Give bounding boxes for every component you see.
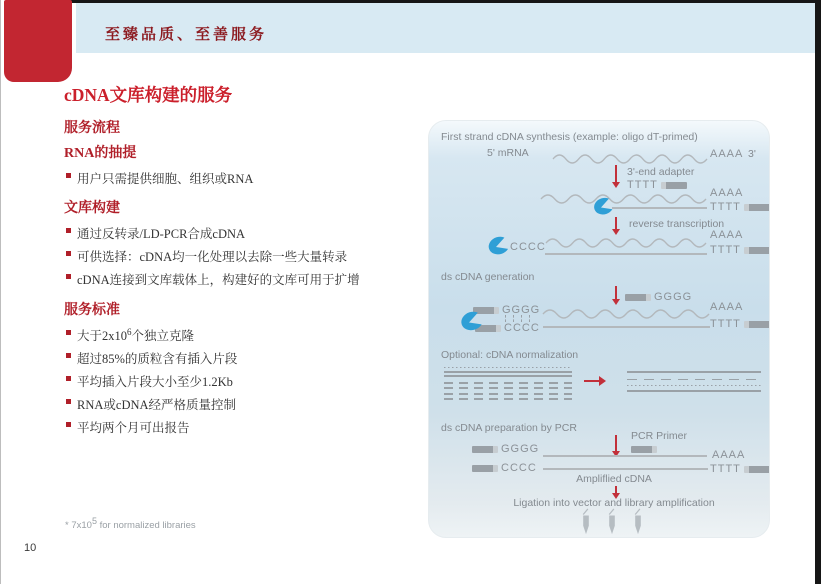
diagram-section-title: First strand cDNA synthesis (example: oligo dT-primed) bbox=[441, 131, 698, 143]
arrow-down-icon bbox=[615, 165, 617, 182]
polyA-label: AAAA bbox=[712, 449, 746, 461]
bullet-square-icon bbox=[66, 330, 71, 335]
cdna-line-solid bbox=[627, 390, 761, 392]
polyT-label: TTTT bbox=[710, 463, 741, 475]
arrow-down-icon bbox=[615, 217, 617, 229]
group-heading-standard: 服务标准 bbox=[64, 302, 120, 318]
arrow-down-icon bbox=[615, 286, 617, 299]
adapter-box-icon bbox=[744, 466, 770, 473]
normalized-cdna-block bbox=[627, 371, 761, 392]
cccc-adapter bbox=[475, 322, 540, 334]
mrna-wave bbox=[546, 234, 706, 250]
gggg-label: GGGG bbox=[654, 291, 693, 303]
list-item-text: 平均两个月可出报告 bbox=[77, 421, 190, 436]
cdna-line-dashed bbox=[444, 382, 572, 384]
list-item-text: 用户只需提供细胞、组织或RNA bbox=[77, 172, 254, 187]
corner-red-block bbox=[4, 0, 72, 82]
adapter-box-icon bbox=[744, 204, 770, 211]
diagram-section-title: Optional: cDNA normalization bbox=[441, 349, 579, 361]
scan-edge-left bbox=[0, 0, 1, 584]
adapter-box-icon bbox=[744, 247, 770, 254]
list-item bbox=[64, 392, 424, 415]
cdna-strand-line bbox=[612, 207, 707, 209]
list-item-text: 超过85%的质粒含有插入片段 bbox=[77, 351, 238, 366]
bullet-square-icon bbox=[66, 376, 71, 381]
arrow-right-icon bbox=[584, 380, 600, 382]
adapter-box-icon bbox=[472, 446, 498, 453]
bullet-square-icon bbox=[66, 399, 71, 404]
polyA-label: AAAA bbox=[710, 301, 744, 313]
cdna-line-dotted bbox=[627, 385, 761, 386]
list-item bbox=[64, 369, 424, 392]
list-item-text: RNA或cDNA经严格质量控制 bbox=[77, 398, 237, 413]
gggg-adapter bbox=[472, 443, 539, 455]
diagram-section-title: ds cDNA preparation by PCR bbox=[441, 422, 577, 434]
list-item bbox=[64, 221, 424, 244]
list-item bbox=[64, 415, 424, 438]
bullet-square-icon bbox=[66, 228, 71, 233]
polyA-label: AAAA bbox=[710, 229, 744, 241]
cccc-label: CCCC bbox=[510, 241, 546, 253]
reverse-transcriptase-enzyme-icon bbox=[483, 237, 509, 257]
list-item bbox=[64, 166, 424, 189]
cdna-line-dashed bbox=[444, 398, 572, 400]
list-item-text: cDNA连接到文库载体上，构建好的文库可用于扩增 bbox=[77, 273, 360, 288]
pcr-primer-box-icon bbox=[631, 446, 657, 453]
bullet-list bbox=[64, 166, 424, 189]
group-heading-library: 文库构建 bbox=[64, 201, 120, 217]
list-item bbox=[64, 346, 424, 369]
cdna-line-dashed bbox=[627, 379, 761, 381]
cdna-strand-line bbox=[543, 468, 708, 470]
pcr-primer-label: PCR Primer bbox=[631, 430, 688, 442]
adapter-label: 3'-end adapter bbox=[627, 166, 695, 178]
abundant-cdna-block bbox=[444, 367, 572, 400]
mrna-wave bbox=[543, 305, 709, 321]
adapter-box-icon bbox=[472, 465, 498, 472]
bullet-list bbox=[64, 221, 424, 290]
polyT-label: TTTT bbox=[627, 179, 658, 191]
mrna-label: 5' mRNA bbox=[487, 147, 529, 159]
three-prime-label: 3' bbox=[748, 148, 756, 160]
page-number: 10 bbox=[24, 542, 37, 554]
cdna-line-dashed bbox=[444, 393, 572, 395]
cdna-line-solid bbox=[444, 371, 572, 373]
bullet-square-icon bbox=[66, 422, 71, 427]
page-title: cDNA文库构建的服务 bbox=[64, 85, 233, 105]
header-band bbox=[76, 3, 815, 53]
cccc-label: CCCC bbox=[501, 462, 537, 474]
polyT-label: TTTT bbox=[710, 244, 741, 256]
arrow-down-icon bbox=[615, 486, 617, 493]
content-column bbox=[64, 84, 424, 438]
library-tube-icon bbox=[605, 508, 619, 536]
gggg-label: GGGG bbox=[502, 304, 541, 316]
cdna-line-solid bbox=[627, 371, 761, 373]
list-item-text: 大于$2x10^6$个独立克隆 bbox=[77, 326, 195, 343]
list-item-text: 可供选择：cDNA均一化处理以去除一些大量转录 bbox=[77, 250, 348, 265]
ligation-label: Ligation into vector and library amplification bbox=[513, 497, 715, 509]
footnote: * $7x10^5$ for normalized libraries bbox=[65, 516, 196, 532]
adapter-oligo bbox=[710, 201, 770, 213]
adapter-box-icon bbox=[625, 294, 651, 301]
mrna-wave bbox=[553, 150, 707, 166]
bullet-list bbox=[64, 323, 424, 439]
polymerase-enzyme-icon bbox=[455, 312, 483, 333]
library-tube-icon bbox=[631, 508, 645, 536]
list-item-text: 通过反转录/LD-PCR合成cDNA bbox=[77, 227, 246, 242]
scan-edge-right bbox=[815, 0, 821, 584]
bullet-square-icon bbox=[66, 353, 71, 358]
group-heading-rna: RNA的抽提 bbox=[64, 146, 137, 161]
cdna-strand-line bbox=[545, 253, 707, 255]
cdna-workflow-diagram bbox=[428, 120, 770, 538]
cdna-line-dotted bbox=[444, 367, 572, 368]
cdna-line-solid bbox=[444, 375, 572, 377]
diagram-section-title: ds cDNA generation bbox=[441, 271, 535, 283]
base-pair-bonds-icon bbox=[505, 315, 530, 322]
polyA-label: AAAA bbox=[710, 187, 744, 199]
polyT-label: TTTT bbox=[710, 201, 741, 213]
list-item bbox=[64, 323, 424, 346]
cdna-strand-line bbox=[543, 455, 707, 457]
amplified-cdna-label: Ampliflied cDNA bbox=[576, 473, 652, 485]
bullet-square-icon bbox=[66, 251, 71, 256]
arrow-down-icon bbox=[615, 435, 617, 451]
gggg-label: GGGG bbox=[501, 443, 540, 455]
section-heading-flow: 服务流程 bbox=[64, 121, 120, 136]
gggg-adapter bbox=[625, 291, 692, 303]
adapter-box-icon bbox=[744, 321, 770, 328]
polyA-label: AAAA bbox=[710, 148, 744, 160]
reverse-transcription-label: reverse transcription bbox=[629, 218, 725, 230]
adapter-box-icon bbox=[661, 182, 687, 189]
cccc-label: CCCC bbox=[504, 322, 540, 334]
bullet-square-icon bbox=[66, 173, 71, 178]
list-item bbox=[64, 244, 424, 267]
cdna-strand-line bbox=[543, 326, 710, 328]
library-tube-icon bbox=[579, 508, 593, 536]
mrna-wave bbox=[541, 190, 706, 206]
list-item-text: 平均插入片段大小至少1.2Kb bbox=[77, 375, 233, 390]
bullet-square-icon bbox=[66, 274, 71, 279]
adapter-oligo bbox=[710, 318, 770, 330]
polyT-label: TTTT bbox=[710, 318, 741, 330]
adapter-oligo bbox=[710, 244, 770, 256]
list-item bbox=[64, 267, 424, 290]
cdna-line-dashed bbox=[444, 387, 572, 389]
reverse-transcriptase-enzyme-icon bbox=[589, 198, 613, 217]
header-slogan: 至臻品质、至善服务 bbox=[105, 27, 268, 43]
